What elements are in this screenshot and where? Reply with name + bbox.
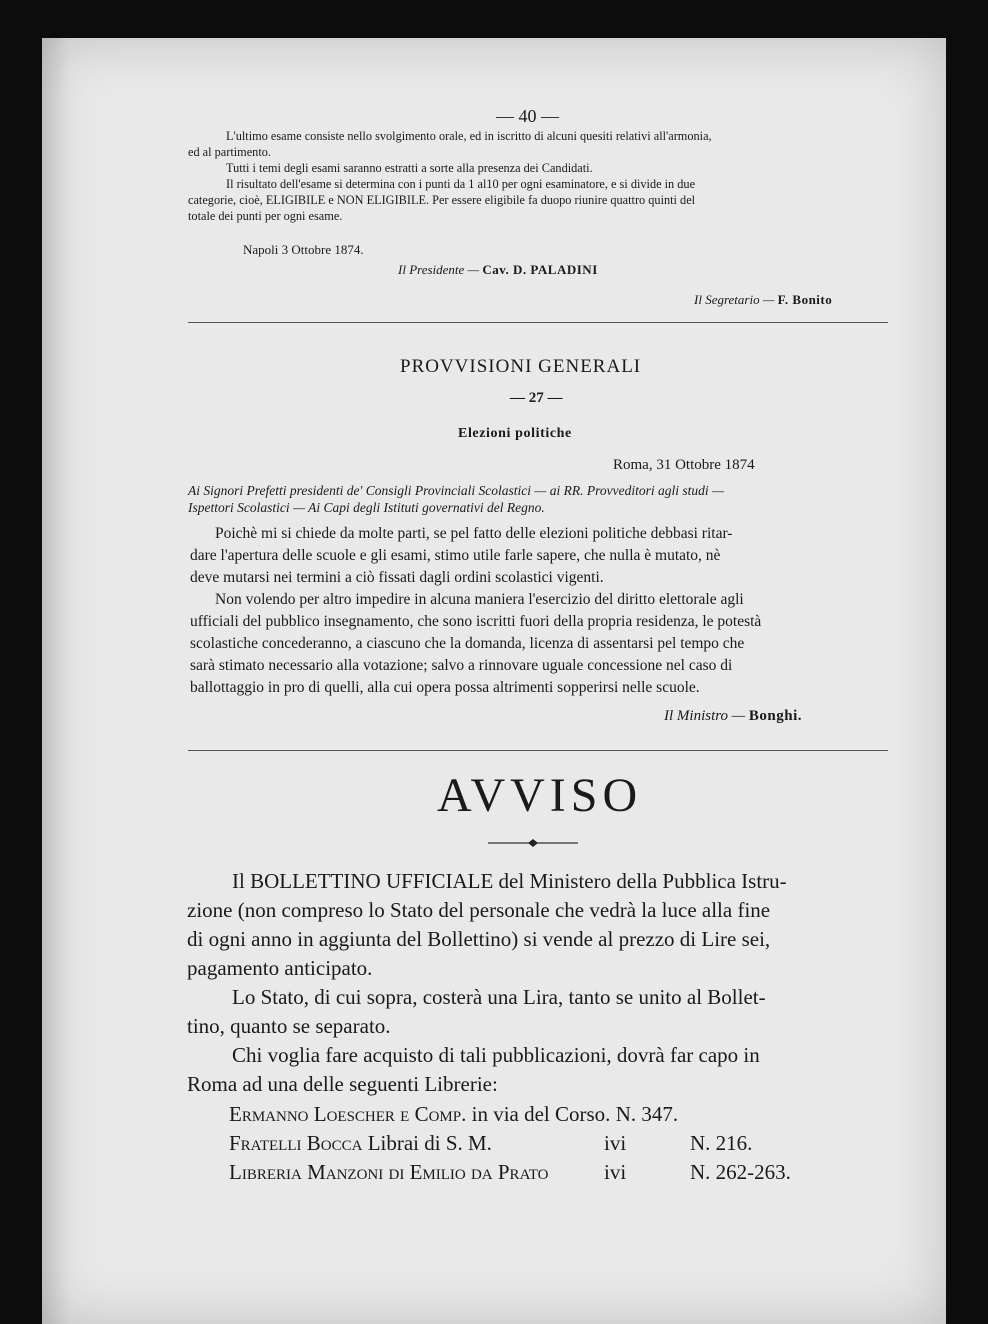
bookshop-name: Ermanno Loescher e Comp.: [229, 1102, 467, 1126]
prev-line-3: Tutti i temi degli esami saranno estratti a sorte alla presenza dei Candidati.: [226, 161, 593, 175]
avviso-line-4: pagamento anticipato.: [187, 956, 373, 980]
bookshop-ivi-2: ivi: [604, 1131, 627, 1155]
bookshop-row-1: [229, 1102, 678, 1127]
ornament-rule: [488, 836, 578, 850]
section-divider-top: [188, 322, 888, 323]
bookshop-row-2: [229, 1131, 492, 1156]
minister-signature: [664, 708, 802, 725]
circular-subject: Elezioni politiche: [458, 426, 572, 441]
minister-name: Bonghi.: [748, 708, 802, 724]
bookshop-number: N. 347.: [615, 1102, 679, 1126]
minister-role: Il Ministro —: [664, 708, 746, 724]
secretary-role: Il Segretario —: [694, 292, 775, 307]
bookshop-number-2: N. 216.: [690, 1131, 753, 1155]
circular-line-5: ufficiali del pubblico insegnamento, che sono iscritti fuori della propria residenza, le potestà: [190, 613, 762, 630]
circular-line-7: sarà stimato necessario alla votazione; salvo a rinnovare uguale concessione nel caso di: [190, 657, 733, 674]
avviso-line-3: di ogni anno in aggiunta del Bollettino) si vende al prezzo di Lire sei,: [187, 927, 771, 951]
circular-line-1: Poichè mi si chiede da molte parti, se pel fatto delle elezioni politiche debbasi ritar-: [215, 525, 733, 542]
president-signature: [398, 262, 598, 278]
secretary-signature: [694, 292, 832, 308]
avviso-line-7: Chi voglia fare acquisto di tali pubblicazioni, dovrà far capo in: [232, 1043, 760, 1067]
page-number: — 40 —: [496, 106, 559, 126]
secretary-name: F. Bonito: [777, 292, 833, 307]
prev-line-6: totale dei punti per ogni esame.: [188, 209, 343, 223]
circular-line-4: Non volendo per altro impedire in alcuna maniera l'esercizio del diritto elettorale agli: [215, 591, 744, 608]
circular-number: — 27 —: [510, 390, 563, 406]
prev-line-4: Il risultato dell'esame si determina con i punti da 1 al10 per ogni esaminatore, e si divide in due: [226, 177, 696, 191]
avviso-line-6: tino, quanto se separato.: [187, 1014, 391, 1038]
avviso-title: AVVISO: [437, 769, 643, 822]
circular-line-2: dare l'apertura delle scuole e gli esami, stimo utile farle sapere, che nulla è mutato, nè: [190, 547, 721, 564]
circular-line-3: deve mutarsi nei termini a ciò fissati dagli ordini scolastici vigenti.: [190, 569, 604, 586]
bookshop-place: Librai di S. M.: [367, 1131, 492, 1155]
place-date: Napoli 3 Ottobre 1874.: [243, 242, 364, 257]
bookshop-name: Fratelli Bocca: [229, 1131, 363, 1155]
avviso-line-2: zione (non compreso lo Stato del personale che vedrà la luce alla fine: [187, 898, 771, 922]
section-title: PROVVISIONI GENERALI: [400, 356, 642, 377]
avviso-line-1: Il BOLLETTINO UFFICIALE del Ministero della Pubblica Istru-: [232, 869, 787, 893]
circular-line-8: ballottaggio in pro di quelli, alla cui opera possa altrimenti sopperirsi nelle scuole.: [190, 679, 700, 696]
page-shadow: [42, 38, 70, 1324]
bookshop-place: in via del Corso.: [471, 1102, 611, 1126]
circular-line-6: scolastiche concederanno, a ciascuno che la domanda, licenza di assentarsi pel tempo che: [190, 635, 745, 652]
addressees-line-1: Ai Signori Prefetti presidenti de' Consigli Provinciali Scolastici — ai RR. Provveditori agli studi —: [188, 483, 724, 498]
avviso-line-8: Roma ad una delle seguenti Librerie:: [187, 1072, 498, 1096]
avviso-line-5: Lo Stato, di cui sopra, costerà una Lira, tanto se unito al Bollet-: [232, 985, 766, 1009]
bookshop-ivi-3: ivi: [604, 1160, 627, 1184]
section-divider-bottom: [188, 750, 888, 751]
prev-line-5: categorie, cioè, ELIGIBILE e NON ELIGIBILE. Per essere eligibile fa duopo riunire quattro quinti del: [188, 193, 696, 207]
bookshop-name: Libreria Manzoni di Emilio da Prato: [229, 1160, 549, 1184]
prev-line-1: L'ultimo esame consiste nello svolgimento orale, ed in iscritto di alcuni quesiti relativi all'armonia,: [226, 129, 712, 143]
prev-line-2: ed al partimento.: [188, 145, 271, 159]
addressees-line-2: Ispettori Scolastici — Ai Capi degli Istituti governativi del Regno.: [188, 500, 545, 515]
bookshop-row-3: [229, 1160, 548, 1185]
circular-date: Roma, 31 Ottobre 1874: [613, 457, 755, 473]
president-role: Il Presidente —: [398, 262, 480, 277]
president-name: Cav. D. PALADINI: [482, 262, 598, 277]
bookshop-number-3: N. 262-263.: [690, 1160, 791, 1184]
